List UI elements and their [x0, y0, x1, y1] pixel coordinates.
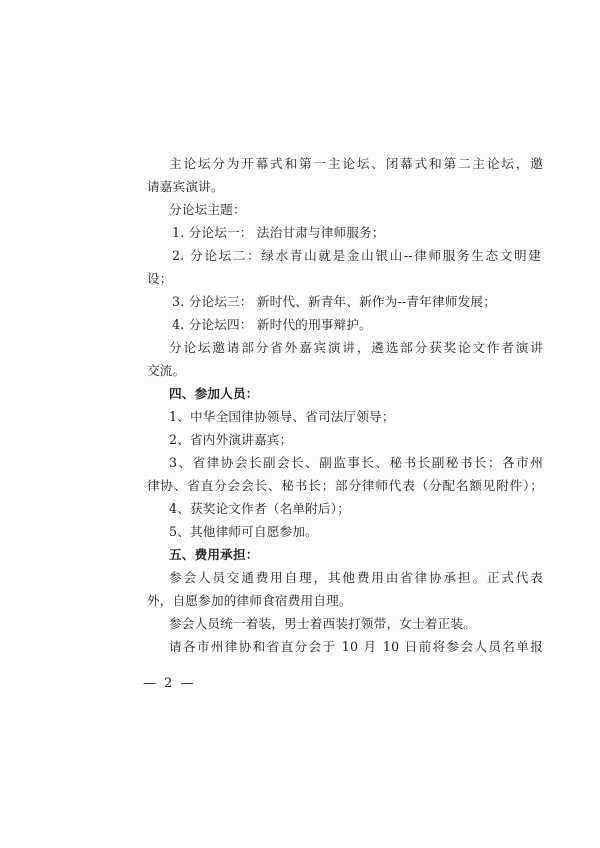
paragraph-line: 请各市州律协和省直分会于 10 月 10 日前将参会人员名单报 [169, 639, 543, 654]
paragraph-line: 请嘉宾演讲。 [147, 179, 224, 194]
paragraph-line: 参会人员交通费用自理，其他费用由省律协承担。正式代表 [169, 570, 543, 585]
list-item: 3. 分论坛三： 新时代、新青年、新作为--青年律师发展； [172, 294, 496, 309]
paragraph-line: 设； [147, 271, 173, 286]
section-heading: 分论坛主题： [169, 202, 246, 217]
section-heading: 四、参加人员： [169, 386, 259, 401]
list-item: 2. 分论坛二：绿水青山就是金山银山--律师服务生态文明建 [172, 248, 541, 263]
list-item: 1. 分论坛一： 法治甘肃与律师服务； [172, 225, 385, 240]
page-number: — 2 — [143, 676, 196, 691]
paragraph-line: 外，自愿参加的律师食宿费用自理。 [147, 593, 352, 608]
paragraph-line: 分论坛邀请部分省外嘉宾演讲，遴选部分获奖论文作者演讲 [169, 340, 543, 355]
paragraph-line: 律协、省直分会会长、秘书长；部分律师代表（分配名额见附件）； [147, 478, 543, 493]
list-item: 1、中华全国律协领导、省司法厅领导； [169, 409, 395, 424]
list-item: 2、省内外演讲嘉宾； [169, 432, 293, 447]
paragraph-line: 交流。 [147, 363, 186, 378]
list-item: 4、获奖论文作者（名单附后）； [169, 501, 351, 516]
list-item: 3、省律协会长副会长、副监事长、秘书长副秘书长；各市州 [169, 455, 543, 470]
list-item: 4. 分论坛四： 新时代的刑事辩护。 [172, 317, 372, 332]
paragraph-line: 参会人员统一着装，男士着西装打领带，女士着正装。 [169, 616, 477, 631]
list-item: 5、其他律师可自愿参加。 [169, 524, 318, 539]
section-heading: 五、费用承担： [169, 547, 259, 562]
paragraph-line: 主论坛分为开幕式和第一主论坛、闭幕式和第二主论坛，邀 [169, 156, 543, 171]
